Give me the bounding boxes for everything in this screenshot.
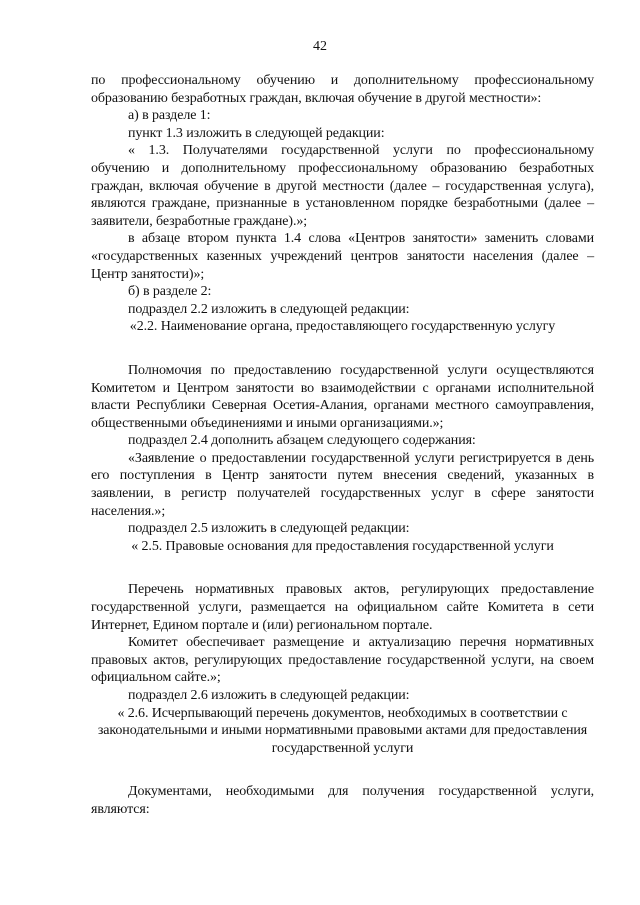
paragraph-item-1-3-intro: пункт 1.3 изложить в следующей редакции:	[128, 125, 385, 141]
paragraph-subsection-2-2-intro: подраздел 2.2 изложить в следующей редакции:	[128, 301, 410, 317]
paragraph-2-4-body: «Заявление о предоставлении государственной услуги регистрируется в день его поступления в Центр занятости путем внесения сведений, указанных в заявлении, в регистр получателей государственных услуг в сфере занятости населения.»;	[91, 450, 594, 519]
paragraph-item-1-4: в абзаце втором пункта 1.4 слова «Центров занятости» заменить словами «государственных казенных учреждений центров занятости населения (далее – Центр занятости)»;	[91, 231, 594, 282]
paragraph-subsection-2-4-intro: подраздел 2.4 дополнить абзацем следующего содержания:	[128, 433, 476, 449]
paragraph-2-6-body: Документами, необходимыми для получения государственной услуги, являются:	[91, 784, 594, 817]
paragraph-continuation: по профессиональному обучению и дополнительному профессиональному образованию безработных граждан, включая обучение в другой местности»:	[91, 73, 594, 106]
spacer	[91, 336, 594, 362]
heading-2-5: « 2.5. Правовые основания для предоставления государственной услуги	[131, 538, 554, 554]
spacer	[91, 555, 594, 581]
paragraph-section-1: а) в разделе 1:	[128, 108, 211, 124]
page-number: 42	[313, 39, 327, 54]
heading-2-2: «2.2. Наименование органа, предоставляющего государственную услугу	[129, 319, 556, 335]
paragraph-2-5-body-1: Перечень нормативных правовых актов, регулирующих предоставление государственной услуги, размещается на официальном сайте Комитета в сети Интернет, Едином портале и (или) региональном портале.	[91, 582, 594, 633]
paragraph-section-2: б) в разделе 2:	[128, 284, 212, 300]
paragraph-item-1-3: « 1.3. Получателями государственной услуги по профессиональному обучению и дополнительному профессиональному образованию безработных граждан, включая обучение в другой местности (далее – государственная услуга), являются граждане, признанные в установленном порядке безработными (далее – заявители, безработные граждане).»;	[91, 143, 594, 229]
paragraph-subsection-2-5-intro: подраздел 2.5 изложить в следующей редакции:	[128, 521, 410, 537]
spacer	[91, 757, 594, 783]
paragraph-subsection-2-6-intro: подраздел 2.6 изложить в следующей редакции:	[128, 688, 410, 703]
paragraph-2-2-body: Полномочия по предоставлению государственной услуги осуществляются Комитетом и Центром занятости во взаимодействии с органами исполнительной власти Республики Северная Осетия-Алания, органами местного самоуправления, общественными объединениями и иными организациями.»;	[91, 362, 594, 431]
document-body	[91, 72, 594, 819]
heading-2-6: « 2.6. Исчерпывающий перечень документов, необходимых в соответствии с законодательными и иными нормативными правовыми актами для предоставления государственной услуги	[97, 705, 588, 756]
paragraph-2-5-body-2: Комитет обеспечивает размещение и актуализацию перечня нормативных правовых актов, регулирующих предоставление государственной услуги, на своем официальном сайте.»;	[91, 635, 594, 686]
